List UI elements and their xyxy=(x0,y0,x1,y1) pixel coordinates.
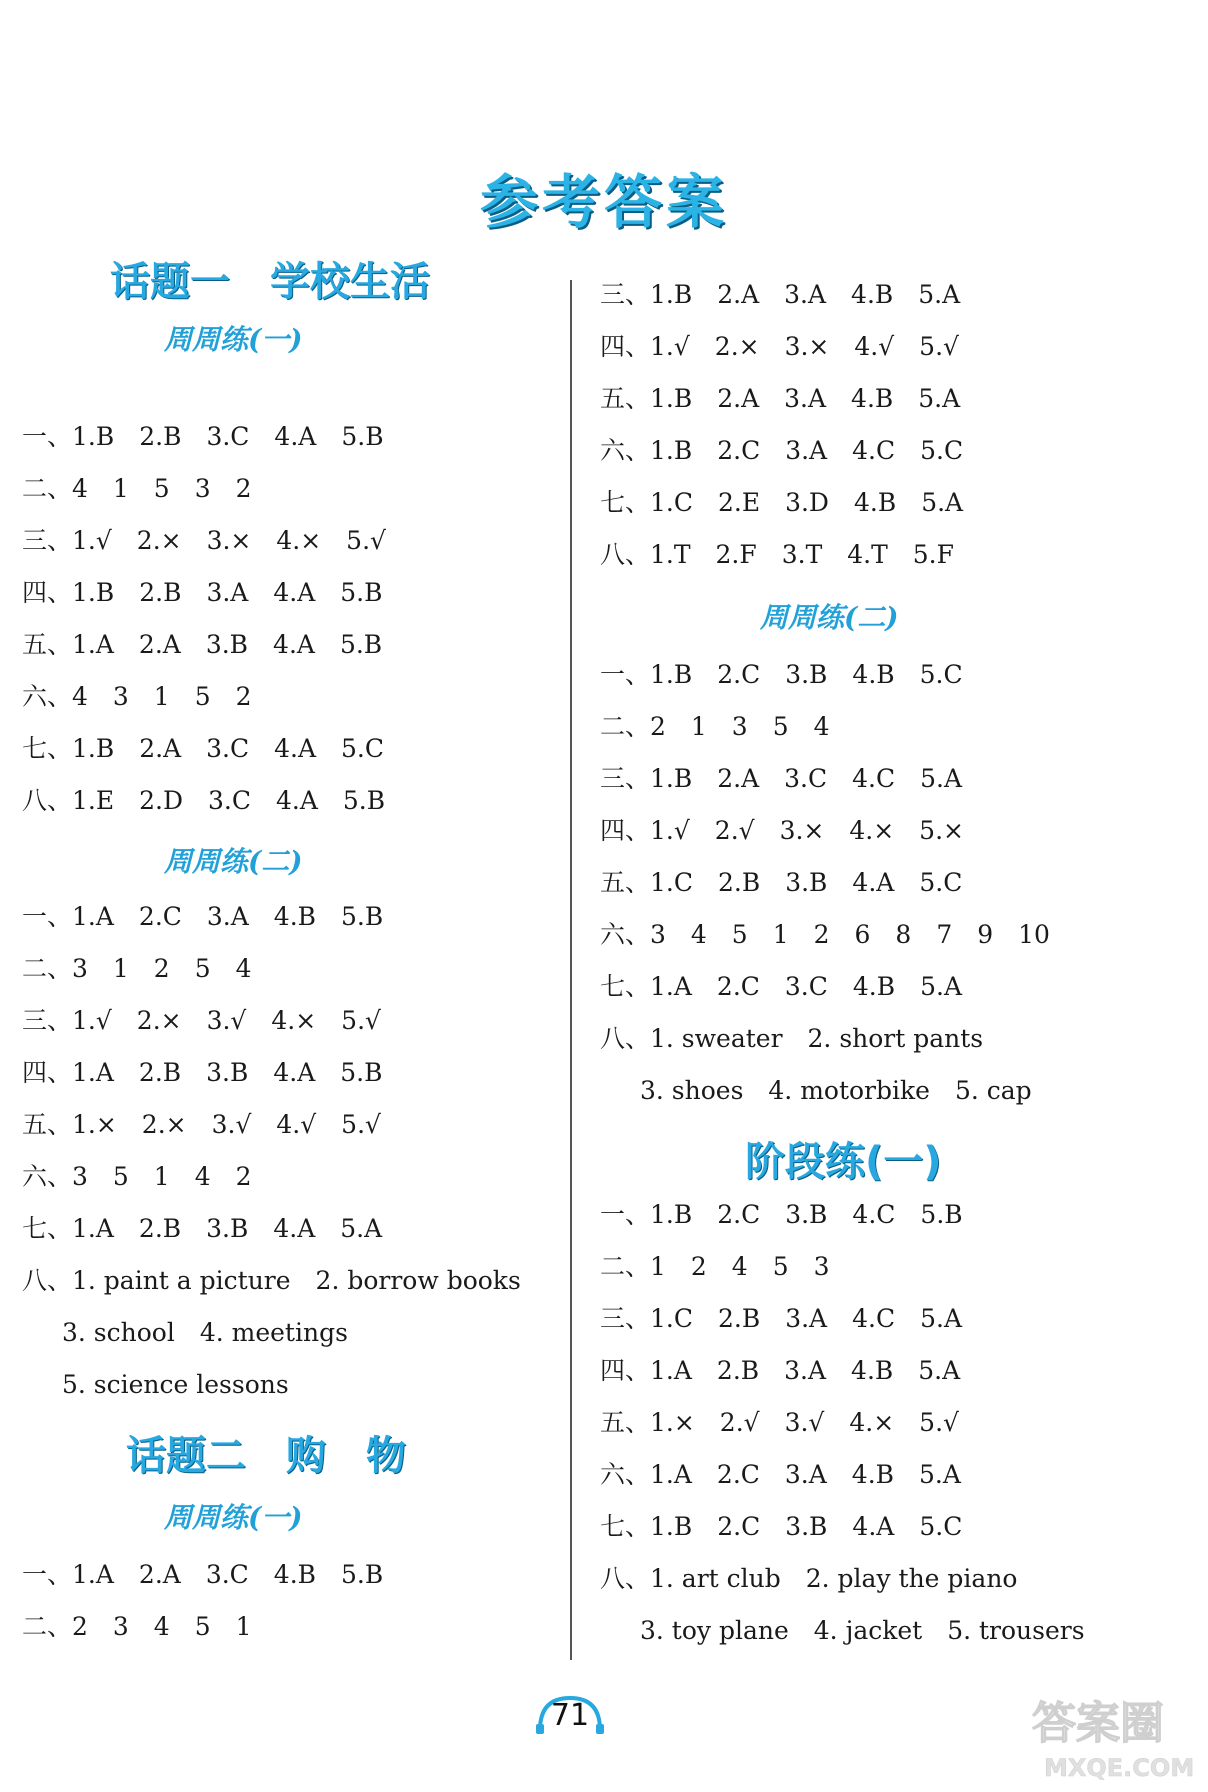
answer-row: 六、4 3 1 5 2 xyxy=(22,682,252,711)
watermark-logo xyxy=(1024,1676,1194,1786)
watermark-icon xyxy=(1024,1676,1194,1786)
answer-row: 3. shoes 4. motorbike 5. cap xyxy=(640,1076,1032,1105)
answer-row: 七、1.A 2.C 3.C 4.B 5.A xyxy=(600,972,963,1001)
answer-row: 二、3 1 2 5 4 xyxy=(22,954,252,983)
answer-row: 五、1.× 2.× 3.√ 4.√ 5.√ xyxy=(22,1110,381,1139)
answer-row: 八、1.T 2.F 3.T 4.T 5.F xyxy=(600,540,954,569)
page-number xyxy=(534,1692,606,1736)
answer-row: 四、1.√ 2.√ 3.× 4.× 5.× xyxy=(600,816,964,845)
answer-row: 二、4 1 5 3 2 xyxy=(22,474,252,503)
weekly-practice-4-heading: 周周练(二) xyxy=(760,601,899,634)
answer-row: 六、1.A 2.C 3.A 4.B 5.A xyxy=(600,1460,961,1489)
stage-practice-heading: 阶段练(一) xyxy=(745,1139,942,1185)
answer-row: 三、1.B 2.A 3.A 4.B 5.A xyxy=(600,280,961,309)
answer-row: 五、1.C 2.B 3.B 4.A 5.C xyxy=(600,868,963,897)
answer-row: 四、1.A 2.B 3.B 4.A 5.B xyxy=(22,1058,383,1087)
answer-row: 五、1.× 2.√ 3.√ 4.× 5.√ xyxy=(600,1408,959,1437)
answer-row: 一、1.B 2.C 3.B 4.B 5.C xyxy=(600,660,963,689)
answer-row: 四、1.B 2.B 3.A 4.A 5.B xyxy=(22,578,383,607)
answer-row: 一、1.B 2.B 3.C 4.A 5.B xyxy=(22,422,384,451)
answer-row: 二、2 3 4 5 1 xyxy=(22,1612,252,1641)
weekly-practice-1-heading: 周周练(一) xyxy=(164,323,303,356)
answer-row: 六、3 4 5 1 2 6 8 7 9 10 xyxy=(600,920,1050,949)
answer-row: 3. toy plane 4. jacket 5. trousers xyxy=(640,1616,1085,1645)
answer-row: 七、1.C 2.E 3.D 4.B 5.A xyxy=(600,488,964,517)
answer-row: 八、1.E 2.D 3.C 4.A 5.B xyxy=(22,786,386,815)
answer-row: 五、1.A 2.A 3.B 4.A 5.B xyxy=(22,630,383,659)
column-divider xyxy=(570,280,572,1660)
answer-row: 3. school 4. meetings xyxy=(62,1318,348,1347)
answer-row: 六、3 5 1 4 2 xyxy=(22,1162,252,1191)
answer-row: 二、1 2 4 5 3 xyxy=(600,1252,830,1281)
answer-row: 一、1.B 2.C 3.B 4.C 5.B xyxy=(600,1200,963,1229)
answer-row: 八、1. paint a picture 2. borrow books xyxy=(22,1266,521,1295)
answer-row: 八、1. art club 2. play the piano xyxy=(600,1564,1018,1593)
answer-row: 三、1.C 2.B 3.A 4.C 5.A xyxy=(600,1304,963,1333)
answer-row: 八、1. sweater 2. short pants xyxy=(600,1024,984,1053)
answer-row: 三、1.√ 2.× 3.√ 4.× 5.√ xyxy=(22,1006,381,1035)
svg-text:MXQE.COM: MXQE.COM xyxy=(1044,1754,1194,1782)
answer-row: 一、1.A 2.C 3.A 4.B 5.B xyxy=(22,902,384,931)
answer-row: 六、1.B 2.C 3.A 4.C 5.C xyxy=(600,436,964,465)
weekly-practice-2-heading: 周周练(二) xyxy=(164,845,303,878)
answer-row: 七、1.B 2.A 3.C 4.A 5.C xyxy=(22,734,385,763)
answer-row: 一、1.A 2.A 3.C 4.B 5.B xyxy=(22,1560,384,1589)
answer-row: 5. science lessons xyxy=(62,1370,289,1399)
topic-two-heading: 话题二 购 物 xyxy=(126,1433,406,1479)
answer-row: 三、1.√ 2.× 3.× 4.× 5.√ xyxy=(22,526,386,555)
answer-row: 三、1.B 2.A 3.C 4.C 5.A xyxy=(600,764,963,793)
answer-row: 四、1.√ 2.× 3.× 4.√ 5.√ xyxy=(600,332,959,361)
page-title: 参考答案 xyxy=(479,168,728,236)
answer-row: 二、2 1 3 5 4 xyxy=(600,712,830,741)
svg-text:答案圈: 答案圈 xyxy=(1032,1698,1164,1749)
topic-one-heading: 话题一 学校生活 xyxy=(110,259,430,305)
answer-row: 七、1.B 2.C 3.B 4.A 5.C xyxy=(600,1512,963,1541)
answer-row: 七、1.A 2.B 3.B 4.A 5.A xyxy=(22,1214,383,1243)
weekly-practice-3-heading: 周周练(一) xyxy=(164,1501,303,1534)
answer-row: 五、1.B 2.A 3.A 4.B 5.A xyxy=(600,384,961,413)
answer-row: 四、1.A 2.B 3.A 4.B 5.A xyxy=(600,1356,961,1385)
page-number-text: 71 xyxy=(550,1698,590,1733)
